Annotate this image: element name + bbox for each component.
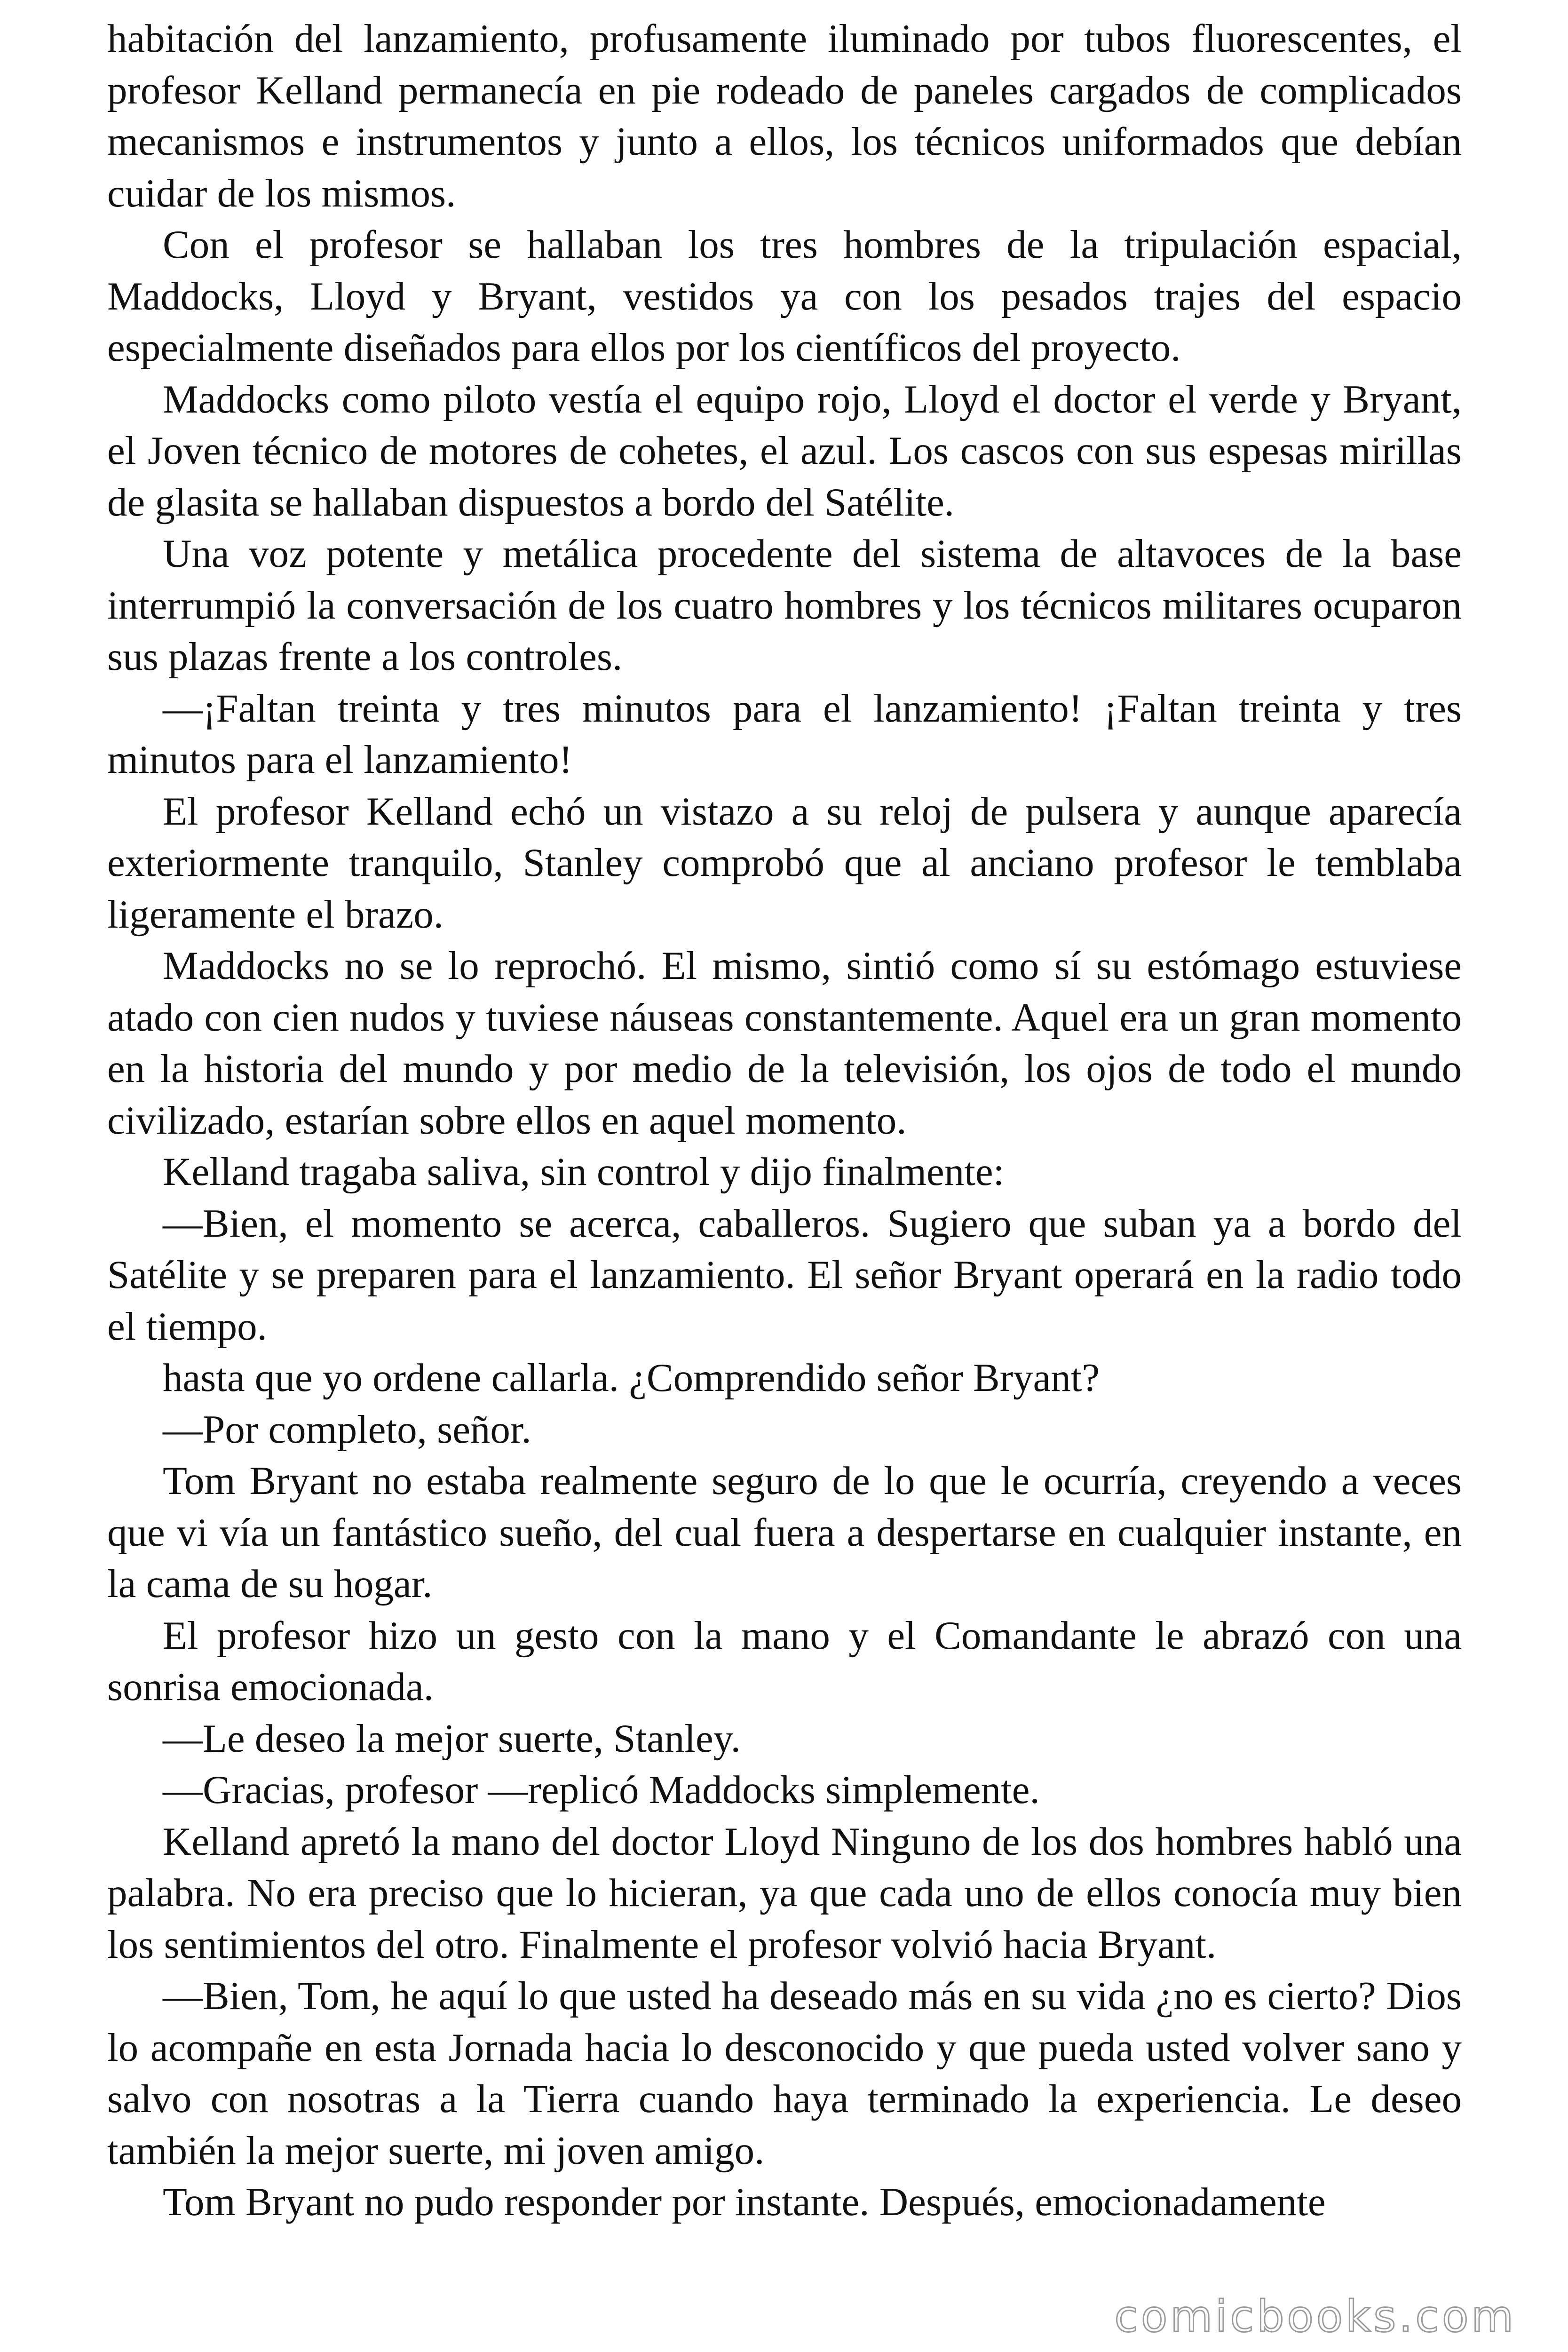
body-text <box>107 13 1462 2228</box>
paragraph-1: habitación del lanzamiento, profusamente iluminado por tubos fluorescentes, el profesor Kelland permanecía en pie rodeado de paneles cargados de complicados mecanismos e instrumentos y junto a ellos, los técnicos uniformados que debían cuidar de los mismos. <box>107 16 1462 215</box>
paragraph-11: —Por completo, señor. <box>163 1407 531 1452</box>
paragraph-10: hasta que yo ordene callarla. ¿Comprendido señor Bryant? <box>163 1356 1100 1400</box>
paragraph-18: Tom Bryant no pudo responder por instante. Después, emocionadamente <box>163 2180 1326 2224</box>
paragraph-6: El profesor Kelland echó un vistazo a su reloj de pulsera y aunque aparecía exteriormente tranquilo, Stanley comprobó que al anciano profesor le temblaba ligeramente el brazo. <box>107 789 1462 937</box>
paragraph-4: Una voz potente y metálica procedente del sistema de altavoces de la base interrumpió la conversación de los cuatro hombres y los técnicos militares ocuparon sus plazas frente a los controles. <box>107 532 1462 679</box>
paragraph-14: —Le deseo la mejor suerte, Stanley. <box>163 1716 741 1761</box>
paragraph-7: Maddocks no se lo reprochó. El mismo, sintió como sí su estómago estuviese atado con cien nudos y tuviese náuseas constantemente. Aquel era un gran momento en la historia del mundo y por medio de la televisión, los ojos de todo el mundo civilizado, estarían sobre ellos en aquel momento. <box>107 944 1462 1143</box>
paragraph-9: —Bien, el momento se acerca, caballeros. Sugiero que suban ya a bordo del Satélite y se preparen para el lanzamiento. El señor Bryant operará en la radio todo el tiempo. <box>107 1201 1462 1349</box>
paragraph-16: Kelland apretó la mano del doctor Lloyd Ninguno de los dos hombres habló una palabra. No era preciso que lo hicieran, ya que cada uno de ellos conocía muy bien los sentimientos del otro. Finalmente el profesor volvió hacia Bryant. <box>107 1819 1462 1967</box>
paragraph-3: Maddocks como piloto vestía el equipo rojo, Lloyd el doctor el verde y Bryant, el Joven técnico de motores de cohetes, el azul. Los cascos con sus espesas mirillas de glasita se hallaban dispuestos a bordo del Satélite. <box>107 377 1462 524</box>
paragraph-5: —¡Faltan treinta y tres minutos para el lanzamiento! ¡Faltan treinta y tres minutos para el lanzamiento! <box>107 686 1462 782</box>
paragraph-13: El profesor hizo un gesto con la mano y el Comandante le abrazó con una sonrisa emocionada. <box>107 1613 1462 1709</box>
paragraph-17: —Bien, Tom, he aquí lo que usted ha deseado más en su vida ¿no es cierto? Dios lo acompañe en esta Jornada hacia lo desconocido y que pueda usted volver sano y salvo con nosotras a la Tierra cuando haya terminado la experiencia. Le deseo también la mejor suerte, mi joven amigo. <box>107 1974 1462 2173</box>
paragraph-8: Kelland tragaba saliva, sin control y dijo finalmente: <box>163 1150 1005 1194</box>
paragraph-15: —Gracias, profesor —replicó Maddocks simplemente. <box>163 1768 1040 1812</box>
paragraph-2: Con el profesor se hallaban los tres hombres de la tripulación espacial, Maddocks, Lloyd y Bryant, vestidos ya con los pesados trajes del espacio especialmente diseñados para ellos por los científicos del proyecto. <box>107 222 1462 370</box>
paragraph-12: Tom Bryant no estaba realmente seguro de lo que le ocurría, creyendo a veces que vi vía un fantástico sueño, del cual fuera a despertarse en cualquier instante, en la cama de su hogar. <box>107 1459 1462 1606</box>
watermark: comicbooks.com <box>1114 2291 1516 2342</box>
